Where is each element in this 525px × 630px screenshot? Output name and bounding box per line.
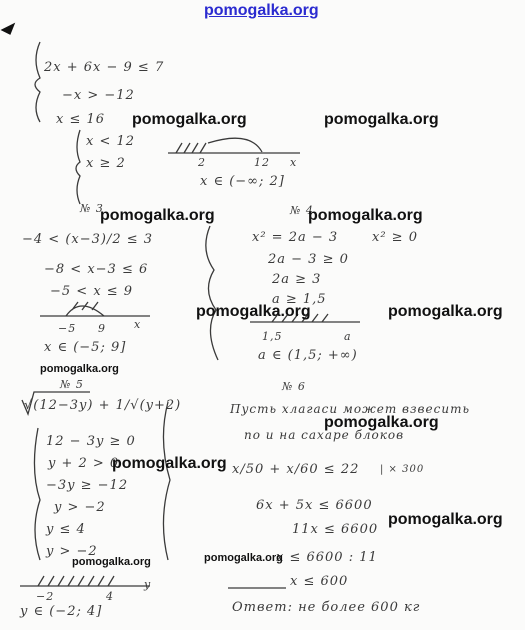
- watermark: pomogalka.org: [72, 556, 151, 568]
- answer-4: y ∈ (−2; 4]: [20, 604, 103, 619]
- axis-x-1: x: [290, 156, 298, 169]
- line-2: y + 2 > 0: [48, 456, 120, 471]
- line-3: −3y ≥ −12: [46, 478, 129, 493]
- line-1: Пусть хлагаси может взвесить: [230, 402, 471, 416]
- watermark: pomogalka.org: [132, 111, 247, 128]
- watermark: pomogalka.org: [308, 207, 423, 224]
- axis-x-2: x: [134, 318, 142, 331]
- line-4: y > −2: [54, 500, 106, 515]
- system-brace-1: [35, 42, 40, 122]
- line-1: −4 < (x−3)/2 ≤ 3: [22, 232, 154, 247]
- tick-minus-5: −5: [58, 322, 77, 335]
- tick-2: 2: [198, 156, 206, 169]
- tick-12: 12: [254, 156, 270, 169]
- line-3: 2a ≥ 3: [272, 272, 322, 287]
- line-6: y > −2: [46, 544, 98, 559]
- line-2: −x > −12: [62, 88, 135, 103]
- site-link[interactable]: pomogalka.org: [204, 2, 319, 19]
- corner-mark: [2, 24, 14, 34]
- watermark: pomogalka.org: [204, 552, 283, 564]
- line-1: x² = 2a − 3: [252, 230, 339, 245]
- line-4: 11x ≤ 6600: [292, 522, 379, 537]
- axis-a: a: [344, 330, 352, 343]
- line-2: 2a − 3 ≥ 0: [268, 252, 349, 267]
- watermark: pomogalka.org: [388, 511, 503, 528]
- hatch-1: [176, 143, 206, 153]
- tick-minus-2: −2: [36, 590, 55, 603]
- task-number-6: № 6: [282, 380, 306, 393]
- hatch-2: [66, 302, 104, 316]
- line-3: 6x + 5x ≤ 6600: [256, 498, 373, 513]
- line-5: x ≤ 6600 : 11: [276, 550, 378, 565]
- watermark: pomogalka.org: [112, 455, 227, 472]
- task-number-4: № 4: [290, 204, 314, 217]
- watermark: pomogalka.org: [100, 207, 215, 224]
- line-4: a ≥ 1,5: [272, 292, 327, 307]
- condition: x² ≥ 0: [372, 230, 418, 245]
- hatch-4: [38, 576, 114, 586]
- task-number-3: № 3: [80, 202, 104, 215]
- arc-1: [208, 138, 262, 152]
- line-5: x ≥ 2: [86, 156, 126, 171]
- tick-4: 4: [106, 590, 114, 603]
- axis-y: y: [144, 578, 152, 591]
- line-6: x ≤ 600: [290, 574, 349, 589]
- tick-9: 9: [98, 322, 106, 335]
- watermark: pomogalka.org: [196, 303, 311, 320]
- answer-2: x ∈ (−5; 9]: [44, 340, 127, 355]
- line-2: −8 < x−3 ≤ 6: [44, 262, 149, 277]
- task-number-5: № 5: [60, 378, 84, 391]
- line-3: −5 < x ≤ 9: [50, 284, 134, 299]
- equation: x/50 + x/60 ≤ 22: [232, 462, 360, 477]
- line-4: x < 12: [86, 134, 136, 149]
- expression: √(12−3y) + 1/√(y+2): [24, 398, 182, 413]
- system-brace-2: [76, 130, 80, 204]
- answer-5: Ответ: не более 600 кг: [232, 600, 421, 615]
- answer-3: a ∈ (1,5; +∞): [258, 348, 358, 363]
- tick-1-5: 1,5: [262, 330, 283, 343]
- line-1: 12 − 3y ≥ 0: [46, 434, 136, 449]
- line-2: по и на сахаре блоков: [244, 428, 405, 442]
- line-3: x ≤ 16: [56, 112, 106, 127]
- answer-1: x ∈ (−∞; 2]: [200, 174, 285, 189]
- multiplier: | × 300: [380, 464, 425, 475]
- vertical-squiggle: [206, 226, 218, 360]
- watermark: pomogalka.org: [40, 363, 119, 375]
- brace-squiggle: [163, 402, 170, 560]
- line-5: y ≤ 4: [46, 522, 86, 537]
- line-1: 2x + 6x − 9 ≤ 7: [44, 60, 165, 75]
- watermark: pomogalka.org: [388, 303, 503, 320]
- watermark: pomogalka.org: [324, 414, 439, 431]
- watermark: pomogalka.org: [324, 111, 439, 128]
- system-brace-3: [34, 428, 40, 560]
